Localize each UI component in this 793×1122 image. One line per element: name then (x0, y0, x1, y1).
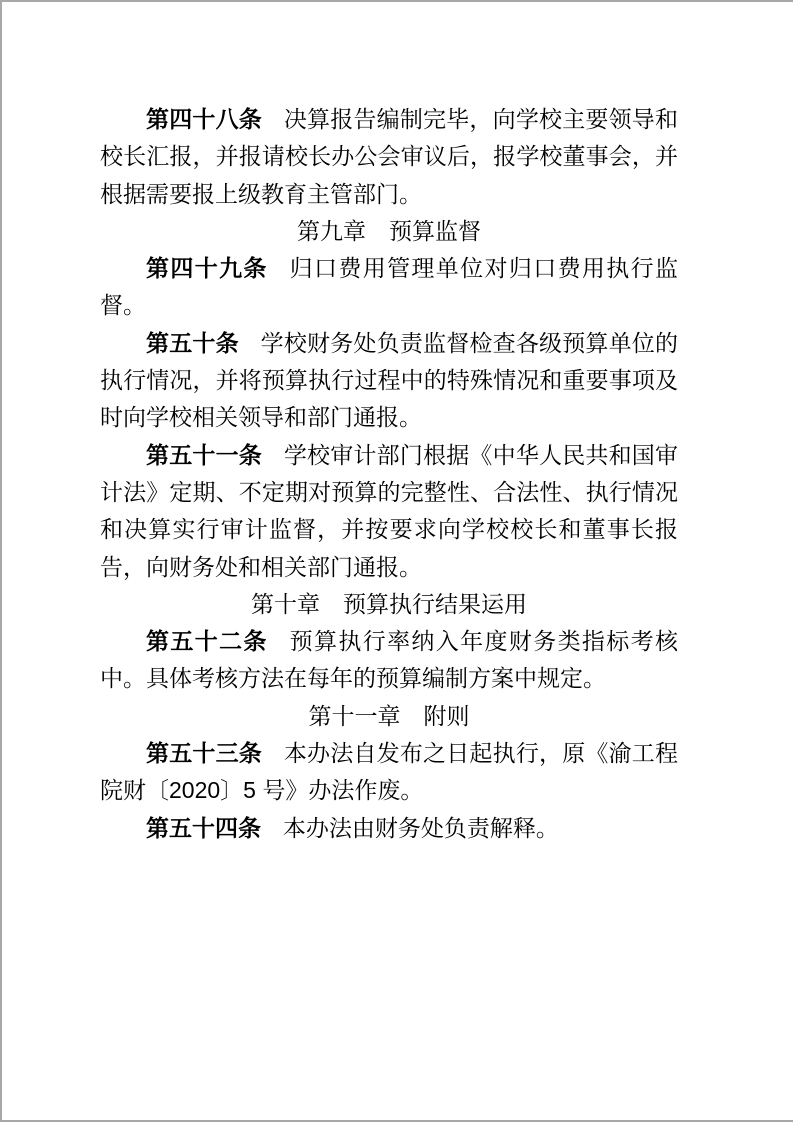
article-text: 预算执行率纳入年度财务类指标考核中。具体考核方法在每年的预算编制方案中规定。 (100, 628, 679, 692)
article-text: 学校财务处负责监督检查各级预算单位的执行情况，并将预算执行过程中的特殊情况和重要事项及时向学校相关领导和部门通报。 (100, 329, 679, 431)
article-text: 决算报告编制完毕，向学校主要领导和校长汇报，并报请校长办公会审议后，报学校董事会，并根据需要报上级教育主管部门。 (100, 106, 679, 207)
article-number: 第四十九条 (146, 255, 268, 282)
chapter-heading: 第十一章 附则 (308, 702, 470, 729)
article-text: 学校审计部门根据《中华人民共和国审计法》定期、不定期对预算的完整性、合法性、执行情况和决算实行审计监督，并按要求向学校校长和董事长报告，向财务处和相关部门通报。 (100, 441, 679, 580)
article-number: 第四十八条 (146, 106, 262, 132)
article-number: 第五十条 (146, 329, 239, 356)
article-number: 第五十三条 (146, 740, 262, 767)
article-text: 本办法由财务处负责解释。 (282, 814, 559, 841)
article-paragraph (100, 437, 678, 586)
chapter-heading: 第十章 预算执行结果运用 (251, 590, 527, 617)
article-paragraph (100, 623, 678, 698)
article-text: 归口费用管理单位对归口费用执行监督。 (100, 255, 679, 319)
chapter-heading: 第九章 预算监督 (297, 217, 481, 244)
article-text: 本办法自发布之日起执行，原《渝工程院财〔2020〕5 号》办法作废。 (100, 740, 679, 804)
article-number: 第五十二条 (146, 628, 268, 655)
article-paragraph (100, 810, 678, 847)
article-paragraph (100, 735, 678, 810)
article-paragraph (100, 325, 678, 437)
article-number: 第五十一条 (146, 441, 262, 468)
page-content (100, 101, 678, 847)
article-number: 第五十四条 (146, 814, 261, 841)
article-paragraph (100, 250, 678, 325)
article-paragraph (100, 101, 678, 213)
